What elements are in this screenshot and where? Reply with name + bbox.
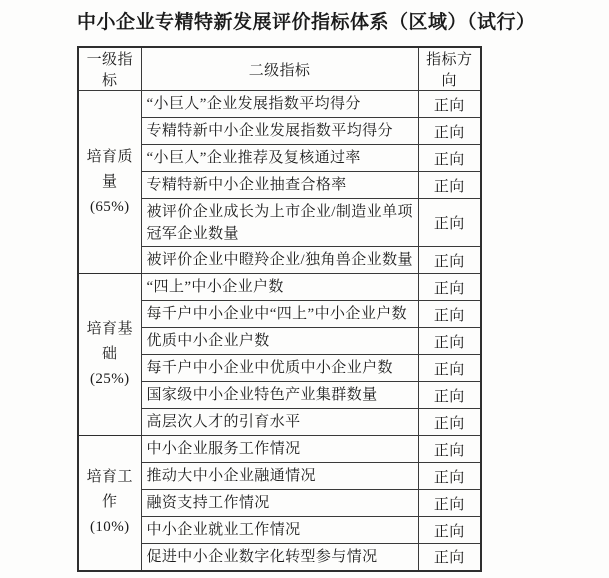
indicator-cell: 每千户中小企业中优质中小企业户数 — [141, 355, 418, 382]
direction-cell: 正向 — [418, 436, 481, 463]
direction-cell: 正向 — [418, 301, 481, 328]
table-row — [78, 274, 481, 301]
table-row — [78, 436, 481, 463]
direction-cell: 正向 — [418, 463, 481, 490]
table-row — [78, 91, 481, 118]
level1-group-work — [78, 436, 141, 571]
direction-cell: 正向 — [418, 382, 481, 409]
indicator-cell: 中小企业服务工作情况 — [141, 436, 418, 463]
indicator-cell: “小巨人”企业推荐及复核通过率 — [141, 145, 418, 172]
direction-cell: 正向 — [418, 355, 481, 382]
direction-cell: 正向 — [418, 145, 481, 172]
indicator-cell: 专精特新中小企业抽查合格率 — [141, 172, 418, 199]
direction-cell: 正向 — [418, 199, 481, 247]
indicator-cell: “小巨人”企业发展指数平均得分 — [141, 91, 418, 118]
indicator-cell: 融资支持工作情况 — [141, 490, 418, 517]
level1-group-foundation — [78, 274, 141, 436]
direction-cell: 正向 — [418, 118, 481, 145]
direction-cell: 正向 — [418, 544, 481, 571]
indicator-table — [77, 46, 482, 572]
header-level1: 一级指标 — [78, 47, 141, 91]
direction-cell: 正向 — [418, 517, 481, 544]
indicator-cell: 中小企业就业工作情况 — [141, 517, 418, 544]
direction-cell: 正向 — [418, 91, 481, 118]
indicator-cell: 推动大中小企业融通情况 — [141, 463, 418, 490]
direction-cell: 正向 — [418, 274, 481, 301]
page-title: 中小企业专精特新发展评价指标体系（区域）（试行） — [77, 12, 536, 33]
indicator-cell: 国家级中小企业特色产业集群数量 — [141, 382, 418, 409]
group-name: 培育基础 — [86, 321, 133, 362]
direction-cell: 正向 — [418, 409, 481, 436]
group-weight: (25%) — [90, 371, 130, 387]
table-header-row — [78, 47, 481, 91]
header-level2: 二级指标 — [141, 47, 418, 91]
indicator-cell: “四上”中小企业户数 — [141, 274, 418, 301]
direction-cell: 正向 — [418, 247, 481, 274]
indicator-cell: 促进中小企业数字化转型参与情况 — [141, 544, 418, 571]
direction-cell: 正向 — [418, 172, 481, 199]
indicator-cell: 每千户中小企业中“四上”中小企业户数 — [141, 301, 418, 328]
group-weight: (10%) — [90, 519, 130, 536]
level1-group-quality — [78, 91, 141, 274]
indicator-cell: 高层次人才的引育水平 — [141, 409, 418, 436]
direction-cell: 正向 — [418, 490, 481, 517]
direction-cell: 正向 — [418, 328, 481, 355]
header-direction: 指标方向 — [418, 47, 481, 91]
indicator-cell: 被评价企业中瞪羚企业/独角兽企业数量 — [141, 247, 418, 274]
group-name: 培育工作 — [86, 469, 133, 511]
indicator-cell: 优质中小企业户数 — [141, 328, 418, 355]
group-name: 培育质量 — [86, 148, 133, 190]
indicator-cell: 被评价企业成长为上市企业/制造业单项冠军企业数量 — [141, 199, 418, 247]
indicator-cell: 专精特新中小企业发展指数平均得分 — [141, 118, 418, 145]
group-weight: (65%) — [90, 198, 130, 215]
